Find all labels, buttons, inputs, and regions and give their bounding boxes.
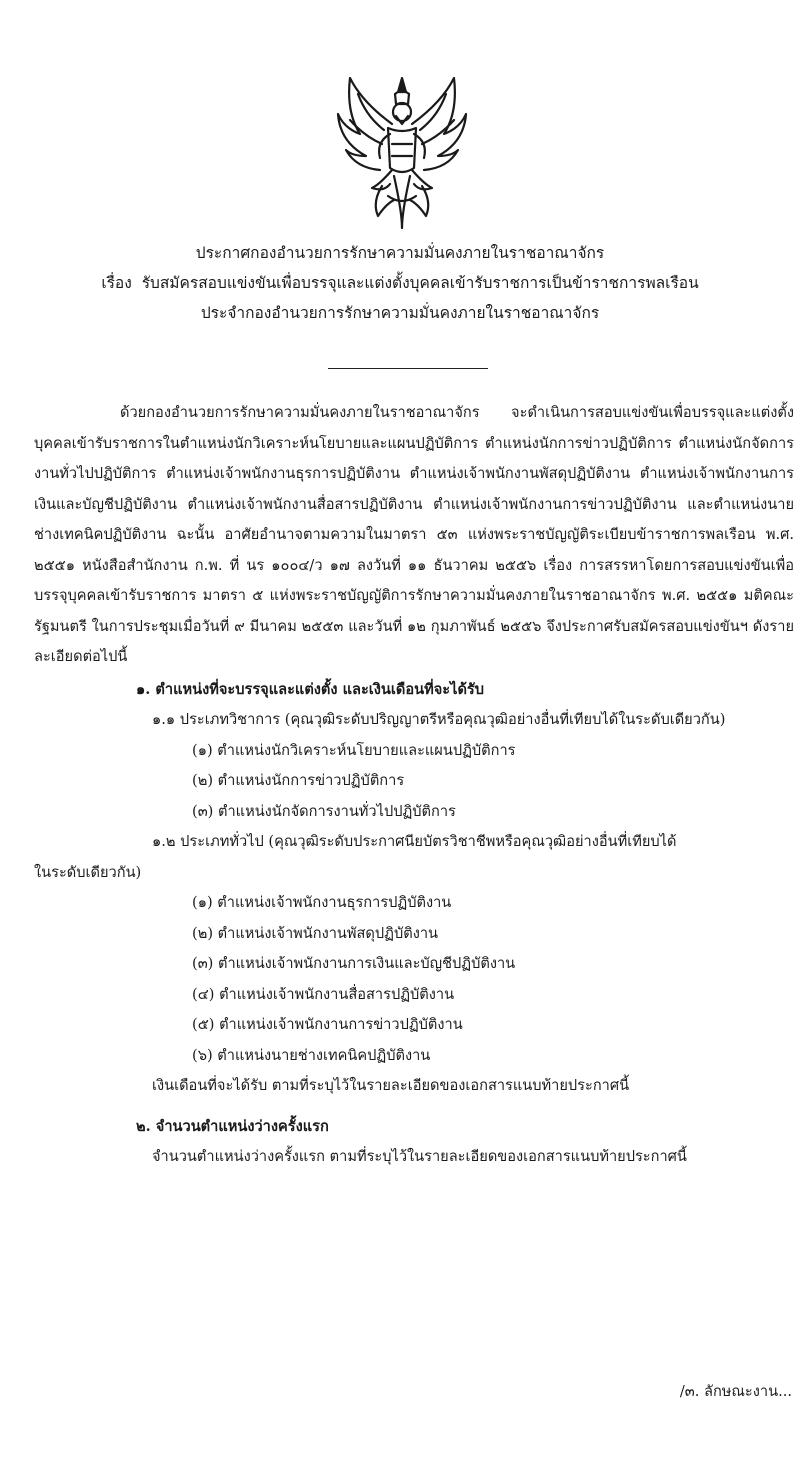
section-2-text: จำนวนตำแหน่งว่างครั้งแรก ตามที่ระบุไว้ในรายละเอียดของเอกสารแนบท้ายประกาศนี้: [152, 1148, 687, 1165]
position-item: (๔) ตำแหน่งเจ้าพนักงานสื่อสารปฏิบัติงาน: [192, 985, 455, 1003]
subject-label: เรื่อง: [101, 274, 132, 292]
intro-paragraph: ด้วยกองอำนวยการรักษาความมั่นคงภายในราชอาณาจักร จะดำเนินการสอบแข่งขันเพื่อบรรจุและแต่งตั้งบุคคลเข้ารับราชการในตำแหน่งนักวิเคราะห์นโยบายและแผนปฏิบัติการ ตำแหน่งนักการข่าวปฏิบัติการ ตำแหน่งนักจัดการงานทั่วไปปฏิบัติการ ตำแหน่งเจ้าพนักงานธุรการปฏิบัติงาน ตำแหน่งเจ้าพนักงานพัสดุปฏิบัติงาน ตำแหน่งเจ้าพนักงานการเงินและบัญชีปฏิบัติงาน ตำแหน่งเจ้าพนักงานสื่อสารปฏิบัติงาน ตำแหน่งเจ้าพนักงานการข่าวปฏิบัติงาน และตำแหน่งนายช่างเทคนิคปฏิบัติงาน ฉะนั้น อาศัยอำนาจตามความในมาตรา ๕๓ แห่งพระราชบัญญัติระเบียบข้าราชการพลเรือน พ.ศ. ๒๕๕๑ หนังสือสำนักงาน ก.พ. ที่ นร ๑๐๐๔/ว ๑๗ ลงวันที่ ๑๑ ธันวาคม ๒๕๕๖ เรื่อง การสรรหาโดยการสอบแข่งขันเพื่อบรรจุบุคคลเข้ารับราชการ มาตรา ๕ แห่งพระราชบัญญัติการรักษาความมั่นคงภายในราชอาณาจักร พ.ศ. ๒๕๕๑ มติคณะรัฐมนตรี ในการประชุมเมื่อวันที่ ๙ มีนาคม ๒๕๕๓ และวันที่ ๑๒ กุมภาพันธ์ ๒๕๕๖ จึงประกาศรับสมัครสอบแข่งขันฯ ดังรายละเอียดต่อไปนี้: [34, 404, 794, 665]
section-1-2-label: ๑.๒ ประเภททั่วไป (คุณวุฒิระดับประกาศนียบัตรวิชาชีพหรือคุณวุฒิอย่างอื่นที่เทียบได้: [152, 833, 677, 850]
continuation-reference: /๓. ลักษณะงาน...: [679, 1383, 792, 1400]
section-1-2-label-cont: ในระดับเดียวกัน): [34, 863, 142, 881]
announcement-header: [0, 238, 800, 328]
subject-text: รับสมัครสอบแข่งขันเพื่อบรรจุและแต่งตั้งบุคคลเข้ารับราชการเป็นข้าราชการพลเรือน: [141, 274, 699, 292]
position-item: (๑) ตำแหน่งเจ้าพนักงานธุรการปฏิบัติงาน: [192, 894, 452, 911]
position-item: (๑) ตำแหน่งนักวิเคราะห์นโยบายและแผนปฏิบัติการ: [192, 741, 516, 759]
position-item: (๓) ตำแหน่งนักจัดการงานทั่วไปปฏิบัติการ: [192, 802, 456, 820]
section-1-heading: ๑. ตำแหน่งที่จะบรรจุและแต่งตั้ง และเงินเดือนที่จะได้รับ: [136, 680, 485, 698]
position-item: (๒) ตำแหน่งเจ้าพนักงานพัสดุปฏิบัติงาน: [192, 924, 439, 942]
position-item: (๕) ตำแหน่งเจ้าพนักงานการข่าวปฏิบัติงาน: [192, 1016, 463, 1033]
position-item: (๒) ตำแหน่งนักการข่าวปฏิบัติการ: [192, 772, 405, 789]
section-1-1-label: ๑.๑ ประเภทวิชาการ (คุณวุฒิระดับปริญญาตรีหรือคุณวุฒิอย่างอื่นที่เทียบได้ในระดับเดียวกัน): [152, 711, 726, 728]
header-organization: ประจำกองอำนวยการรักษาความมั่นคงภายในราชอาณาจักร: [200, 304, 600, 322]
section-2-heading: ๒. จำนวนตำแหน่งว่างครั้งแรก: [136, 1117, 329, 1135]
position-item: (๖) ตำแหน่งนายช่างเทคนิคปฏิบัติงาน: [192, 1046, 431, 1064]
header-subject: [0, 268, 800, 298]
position-item: (๓) ตำแหน่งเจ้าพนักงานการเงินและบัญชีปฏิบัติงาน: [192, 955, 516, 972]
garuda-emblem-icon: [332, 72, 472, 232]
announcement-body: [34, 398, 794, 1173]
header-divider: [328, 368, 488, 369]
salary-note: เงินเดือนที่จะได้รับ ตามที่ระบุไว้ในรายละเอียดของเอกสารแนบท้ายประกาศนี้: [152, 1077, 630, 1094]
header-title: ประกาศกองอำนวยการรักษาความมั่นคงภายในราชอาณาจักร: [195, 244, 605, 262]
